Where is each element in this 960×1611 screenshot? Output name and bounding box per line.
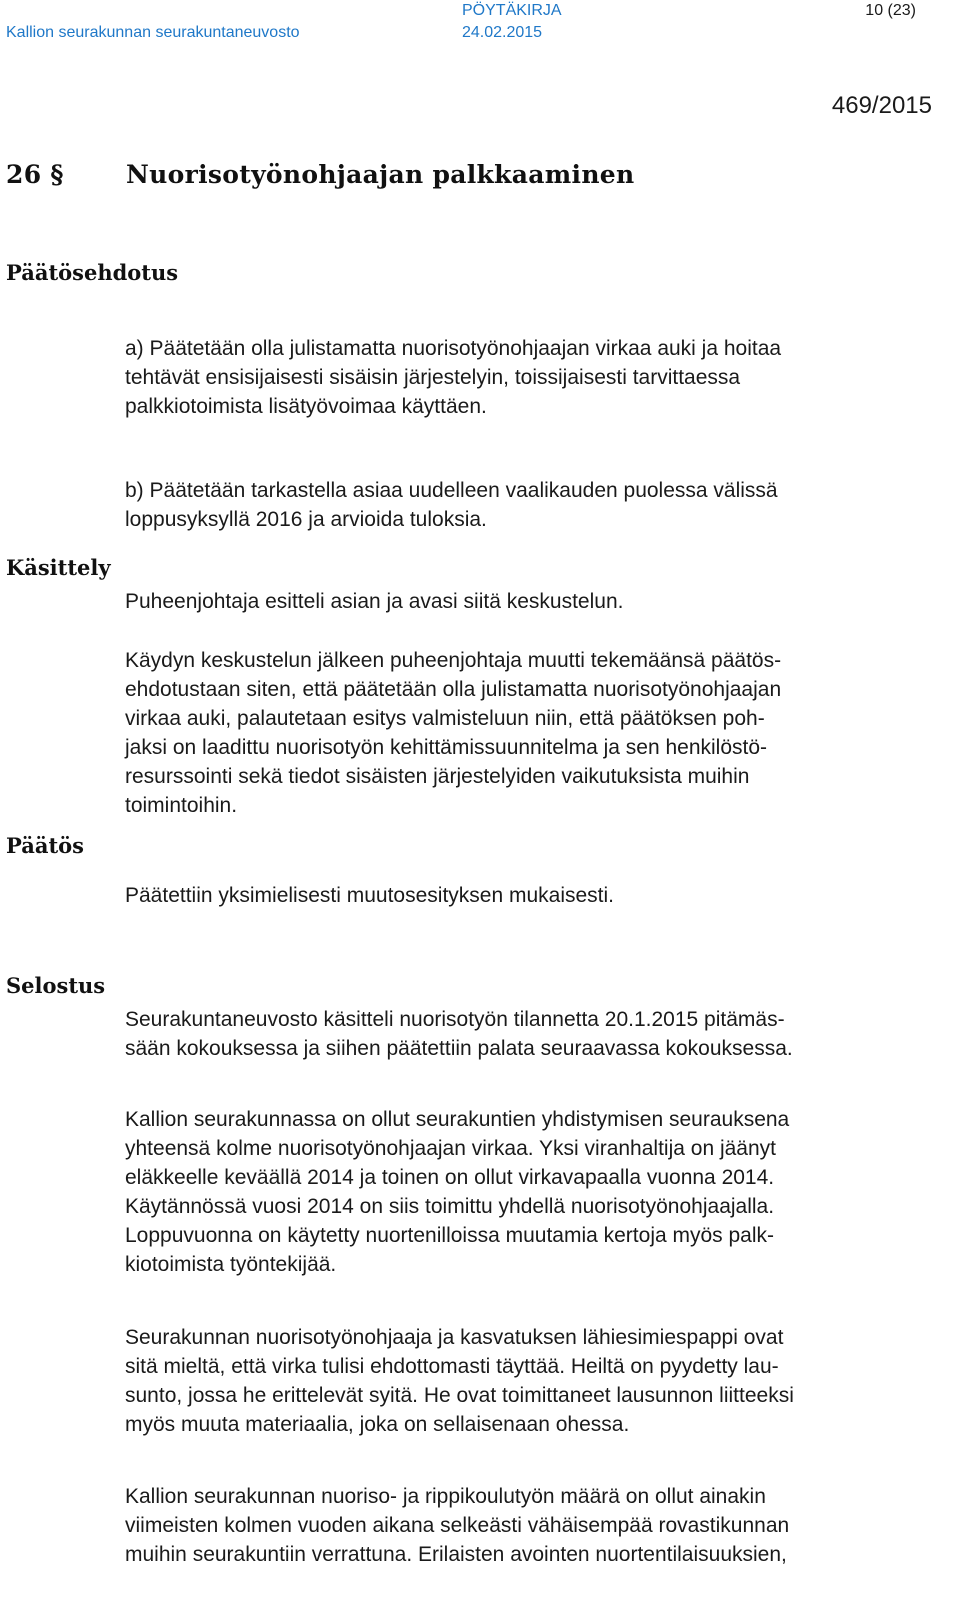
text-line: sitä mieltä, että virka tulisi ehdottomasti täyttää. Heiltä on pyydetty lau- [125, 1355, 779, 1378]
organization-name: Kallion seurakunnan seurakuntaneuvosto [6, 24, 300, 41]
text-line: a) Päätetään olla julistamatta nuorisotyönohjaajan virkaa auki ja hoitaa [125, 337, 782, 360]
document-date: 24.02.2015 [462, 24, 543, 41]
text-line: sään kokouksessa ja siihen päätettiin palata seuraavassa kokouksessa. [125, 1037, 793, 1060]
page-number: 10 (23) [865, 2, 916, 19]
text-line: muihin seurakuntiin verrattuna. Erilaisten avointen nuortentilaisuuksien, [125, 1543, 787, 1566]
paragraph-description-3 [125, 1323, 935, 1439]
section-number: 26 § [6, 160, 64, 189]
text-line: jaksi on laadittu nuorisotyön kehittämissuunnitelma ja sen henkilöstö- [125, 736, 768, 759]
text-line: b) Päätetään tarkastella asiaa uudelleen vaalikauden puolessa välissä [125, 479, 778, 502]
text-line: Puheenjohtaja esitteli asian ja avasi siitä keskustelun. [125, 590, 624, 613]
label-proposal: Päätösehdotus [6, 260, 179, 285]
text-line: toimintoihin. [125, 794, 238, 817]
paragraph-proposal-a [125, 334, 935, 421]
text-line: Seurakunnan nuorisotyönohjaaja ja kasvatuksen lähiesimiespappi ovat [125, 1326, 784, 1349]
text-line: kiotoimista työntekijää. [125, 1253, 337, 1276]
text-line: Käydyn keskustelun jälkeen puheenjohtaja muutti tekemäänsä päätös- [125, 649, 782, 672]
text-line: tehtävät ensisijaisesti sisäisin järjestelyin, toissijaisesti tarvittaessa [125, 366, 741, 389]
text-line: Kallion seurakunnan nuoriso- ja rippikoulutyön määrä on ollut ainakin [125, 1485, 766, 1508]
paragraph-description-4 [125, 1482, 935, 1569]
text-line: Loppuvuonna on käytetty nuortenilloissa muutamia kertoja myös palk- [125, 1224, 775, 1247]
text-line: Seurakuntaneuvosto käsitteli nuorisotyön tilannetta 20.1.2015 pitämäs- [125, 1008, 785, 1031]
label-handling: Käsittely [6, 555, 111, 580]
text-line: myös muuta materiaalia, joka on sellaisenaan ohessa. [125, 1413, 630, 1436]
text-line: yhteensä kolme nuorisotyönohjaajan virkaa. Yksi viranhaltija on jäänyt [125, 1137, 776, 1160]
reference-number: 469/2015 [831, 92, 932, 119]
label-decision: Päätös [6, 833, 84, 858]
section-heading [6, 160, 635, 189]
text-line: Käytännössä vuosi 2014 on siis toimittu yhdellä nuorisotyönohjaajalla. [125, 1195, 775, 1218]
text-line: eläkkeelle keväällä 2014 ja toinen on ollut virkavapaalla vuonna 2014. [125, 1166, 775, 1189]
label-description: Selostus [6, 973, 106, 998]
paragraph-description-2 [125, 1105, 935, 1279]
text-line: sunto, jossa he erittelevät syitä. He ovat toimittaneet lausunnon liitteeksi [125, 1384, 794, 1407]
paragraph-proposal-b [125, 476, 935, 534]
text-line: viimeisten kolmen vuoden aikana selkeästi vähäisempää rovastikunnan [125, 1514, 790, 1537]
paragraph-description-1 [125, 1005, 935, 1063]
text-line: palkkiotoimista lisätyövoimaa käyttäen. [125, 395, 487, 418]
paragraph-handling-1 [125, 587, 935, 616]
text-line: Päätettiin yksimielisesti muutosesityksen mukaisesti. [125, 884, 615, 907]
document-type: PÖYTÄKIRJA [462, 2, 562, 19]
text-line: Kallion seurakunnassa on ollut seurakuntien yhdistymisen seurauksena [125, 1108, 790, 1131]
text-line: virkaa auki, palautetaan esitys valmisteluun niin, että päätöksen poh- [125, 707, 765, 730]
text-line: ehdotustaan siten, että päätetään olla julistamatta nuorisotyönohjaajan [125, 678, 782, 701]
text-line: resurssointi sekä tiedot sisäisten järjestelyiden vaikutuksista muihin [125, 765, 750, 788]
paragraph-decision [125, 881, 935, 910]
paragraph-handling-2 [125, 646, 935, 820]
section-title: Nuorisotyönohjaajan palkkaaminen [126, 160, 635, 189]
text-line: loppusyksyllä 2016 ja arvioida tuloksia. [125, 508, 487, 531]
